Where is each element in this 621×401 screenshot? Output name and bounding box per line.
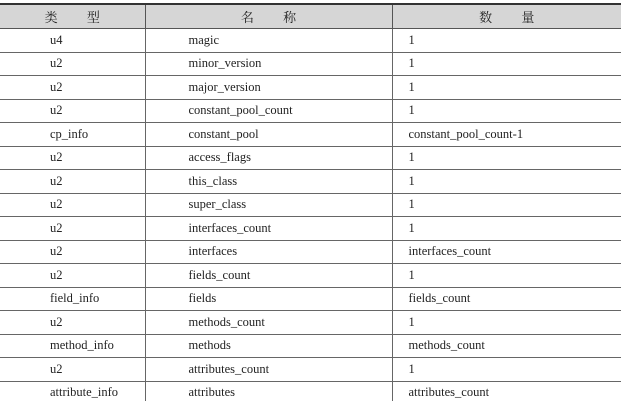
table-row <box>0 264 621 288</box>
name-cell: attributes <box>145 381 392 401</box>
type-cell: attribute_info <box>0 381 145 401</box>
header-name: 名 称 <box>145 4 392 29</box>
quantity-cell: constant_pool_count-1 <box>392 123 621 147</box>
header-quantity: 数 量 <box>392 4 621 29</box>
quantity-cell: 1 <box>392 358 621 382</box>
type-cell: u2 <box>0 217 145 241</box>
name-cell: major_version <box>145 76 392 100</box>
quantity-cell: interfaces_count <box>392 240 621 264</box>
name-cell: constant_pool_count <box>145 99 392 123</box>
type-cell: cp_info <box>0 123 145 147</box>
name-cell: interfaces_count <box>145 217 392 241</box>
type-cell: u2 <box>0 311 145 335</box>
quantity-cell: 1 <box>392 52 621 76</box>
type-cell: u2 <box>0 170 145 194</box>
table-row <box>0 52 621 76</box>
table-row <box>0 311 621 335</box>
quantity-cell: 1 <box>392 217 621 241</box>
table-row <box>0 287 621 311</box>
type-cell: u2 <box>0 146 145 170</box>
table-row <box>0 358 621 382</box>
type-cell: u2 <box>0 193 145 217</box>
type-cell: u2 <box>0 240 145 264</box>
table-row <box>0 217 621 241</box>
type-cell: u2 <box>0 264 145 288</box>
quantity-cell: attributes_count <box>392 381 621 401</box>
type-cell: u2 <box>0 76 145 100</box>
name-cell: this_class <box>145 170 392 194</box>
name-cell: super_class <box>145 193 392 217</box>
class-file-structure-table <box>0 3 621 401</box>
name-cell: attributes_count <box>145 358 392 382</box>
name-cell: interfaces <box>145 240 392 264</box>
name-cell: minor_version <box>145 52 392 76</box>
table-row <box>0 193 621 217</box>
table-row <box>0 240 621 264</box>
quantity-cell: 1 <box>392 264 621 288</box>
quantity-cell: 1 <box>392 193 621 217</box>
header-row <box>0 4 621 29</box>
quantity-cell: 1 <box>392 29 621 53</box>
quantity-cell: 1 <box>392 170 621 194</box>
quantity-cell: fields_count <box>392 287 621 311</box>
name-cell: access_flags <box>145 146 392 170</box>
quantity-cell: 1 <box>392 99 621 123</box>
name-cell: magic <box>145 29 392 53</box>
table-row <box>0 381 621 401</box>
table-row <box>0 334 621 358</box>
table-row <box>0 99 621 123</box>
type-cell: method_info <box>0 334 145 358</box>
type-cell: u2 <box>0 99 145 123</box>
table-row <box>0 146 621 170</box>
table-header <box>0 4 621 29</box>
table-row <box>0 123 621 147</box>
name-cell: fields <box>145 287 392 311</box>
table-row <box>0 29 621 53</box>
quantity-cell: 1 <box>392 311 621 335</box>
name-cell: constant_pool <box>145 123 392 147</box>
quantity-cell: 1 <box>392 146 621 170</box>
quantity-cell: methods_count <box>392 334 621 358</box>
name-cell: fields_count <box>145 264 392 288</box>
name-cell: methods <box>145 334 392 358</box>
type-cell: field_info <box>0 287 145 311</box>
type-cell: u2 <box>0 52 145 76</box>
table-body <box>0 29 621 401</box>
name-cell: methods_count <box>145 311 392 335</box>
table-row <box>0 170 621 194</box>
header-type: 类 型 <box>0 4 145 29</box>
type-cell: u4 <box>0 29 145 53</box>
type-cell: u2 <box>0 358 145 382</box>
quantity-cell: 1 <box>392 76 621 100</box>
table-row <box>0 76 621 100</box>
